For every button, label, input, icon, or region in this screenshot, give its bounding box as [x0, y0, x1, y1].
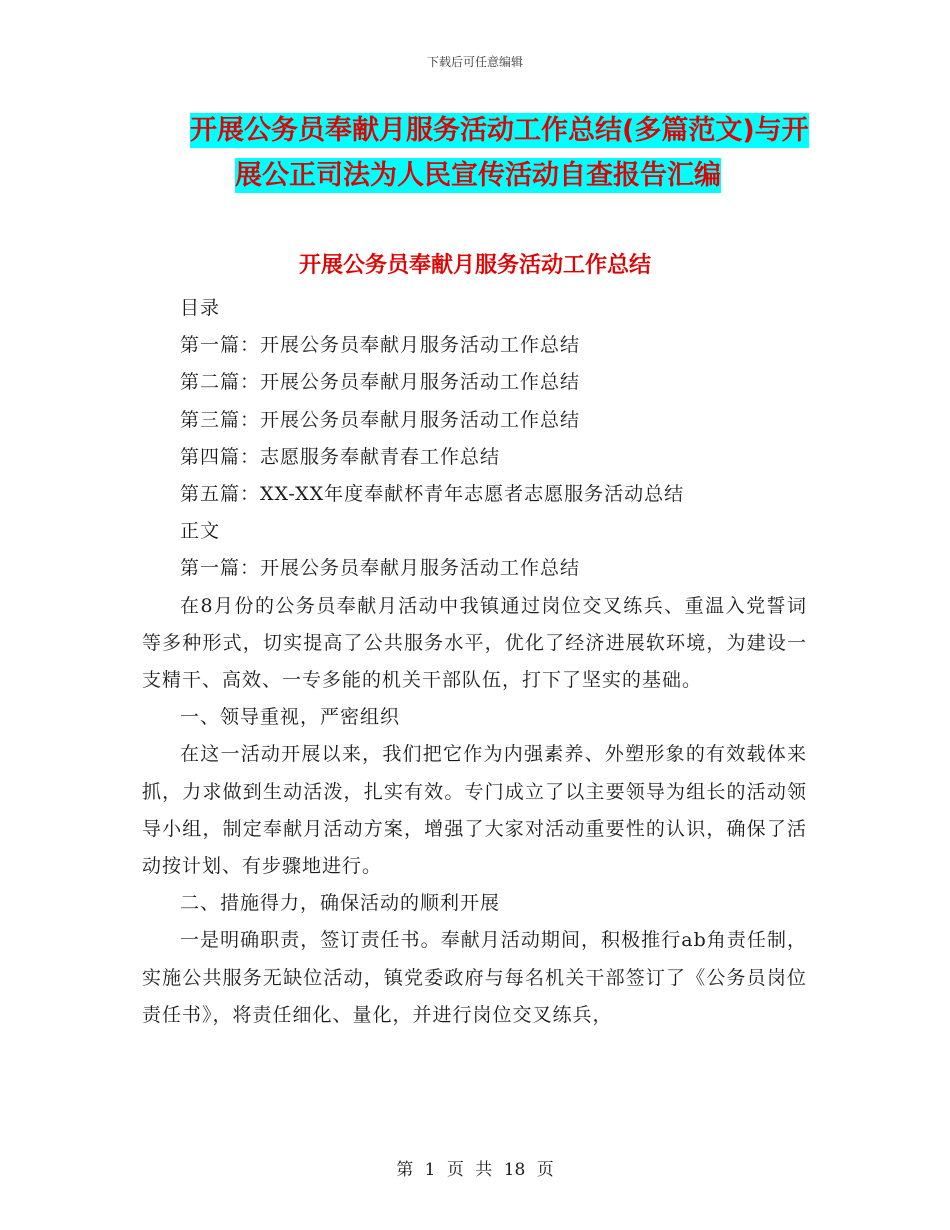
chapter-heading: 第一篇：开展公务员奉献月服务活动工作总结 [180, 557, 581, 580]
toc-item: 第五篇：XX-XX年度奉献杯青年志愿者志愿服务活动总结 [180, 483, 685, 506]
section-title: 开展公务员奉献月服务活动工作总结 [298, 253, 651, 278]
document-title-line-2: 展公正司法为人民宣传活动自查报告汇编 [235, 160, 721, 191]
body-paragraph: 在这一活动开展以来，我们把它作为内强素养、外塑形象的有效载体来抓，力求做到生动活泼，扎实有效。专门成立了以主要领导为组长的活动领导小组，制定奉献月活动方案，增强了大家对活动重要性的认识，确保了活动按计划、有步骤地进行。 [142, 743, 807, 878]
toc-item: 第一篇：开展公务员奉献月服务活动工作总结 [180, 334, 581, 357]
body-paragraph: 在8月份的公务员奉献月活动中我镇通过岗位交叉练兵、重温入党誓词等多种形式，切实提高了公共服务水平，优化了经济进展软环境，为建设一支精干、高效、一专多能的机关干部队伍，打下了坚实的基础。 [142, 594, 807, 692]
toc-item: 第三篇：开展公务员奉献月服务活动工作总结 [180, 408, 581, 431]
document-title-line-1: 开展公务员奉献月服务活动工作总结(多篇范文)与开 [190, 115, 809, 146]
toc-item: 第二篇：开展公务员奉献月服务活动工作总结 [180, 371, 581, 394]
document-title [140, 108, 820, 198]
body-heading: 正文 [180, 520, 221, 543]
toc-heading: 目录 [180, 297, 221, 319]
section-heading: 一、领导重视，严密组织 [180, 706, 401, 729]
body-paragraph: 一是明确职责，签订责任书。奉献月活动期间，积极推行ab角责任制，实施公共服务无缺位活动，镇党委政府与每名机关干部签订了《公务员岗位责任书》，将责任细化、量化，并进行岗位交叉练兵， [142, 929, 807, 1026]
section-heading: 二、措施得力，确保活动的顺利开展 [180, 892, 501, 915]
toc-item: 第四篇：志愿服务奉献青春工作总结 [180, 445, 501, 468]
document-body [142, 290, 807, 1034]
page-number-footer: 第 1 页 共 18 页 [396, 1160, 554, 1180]
page-header-note: 下载后可任意编辑 [426, 55, 523, 69]
